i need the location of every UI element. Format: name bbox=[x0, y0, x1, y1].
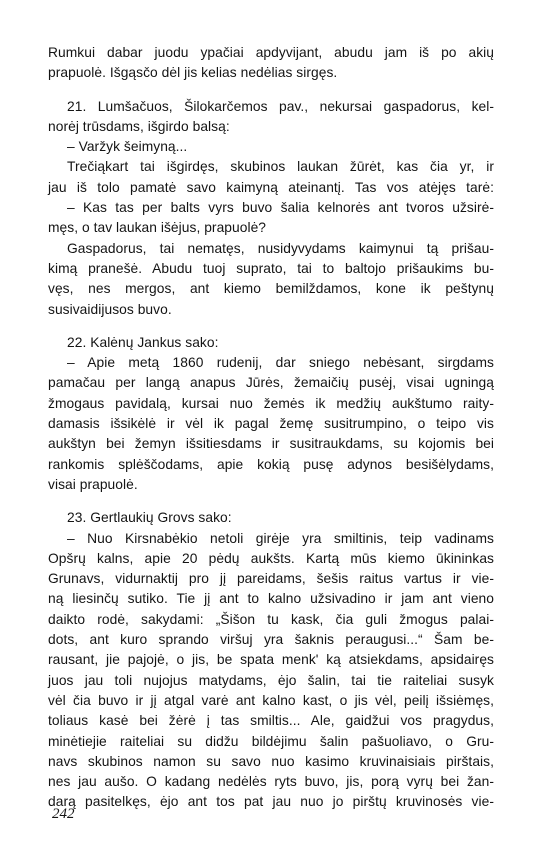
text-line: darą pasitelkęs, ėjo ant tos pat jau nuo jo pirštų kruvinosės vie- bbox=[48, 794, 494, 810]
text-line: Trečiąkart tai išgirdęs, skubinos laukan žūrėt, kas čia yr, ir bbox=[67, 159, 494, 175]
paragraph-gap bbox=[48, 84, 494, 97]
text-line: Gaspadorus, tai nematęs, nusidyvydams kaimynui tą prišau- bbox=[67, 240, 494, 256]
text-line: męs, o tav laukan išėjus, prapuolė? bbox=[48, 220, 267, 236]
text-line: aukštyn bei žemyn išsitiesdams ir susitraukdams, su kojomis bei bbox=[48, 436, 494, 452]
text-line: kimą pranešė. Abudu tuoj suprato, tai to baltojo prišaukims bu- bbox=[48, 260, 494, 276]
text-line: toliaus kasė bei žėrė į tas smiltis... Ale, gaidžui vos pragydus, bbox=[48, 713, 494, 729]
text-line: – Nuo Kirsnabėkio netoli girėje yra smiltinis, teip vadinams bbox=[67, 530, 494, 546]
text-line: juos jau toli nujojus matydams, ėjo šalin, tai tie raiteliai susyk bbox=[48, 672, 494, 688]
text-line: vėl čia buvo ir jį atgal varė ant kalno kast, o jis vėl, peilį išsiėmęs, bbox=[48, 692, 494, 708]
text-line: – Kas tas per balts vyrs buvo šalia kelnorės ant tvoros užsirė- bbox=[67, 200, 494, 216]
text-line: nes jau aušo. O kadang nedėlės ryts buvo, jis, porą vyrų bei žan- bbox=[48, 774, 494, 790]
text-line: visai prapuolė. bbox=[48, 476, 138, 492]
text-line: pamačau per langą anapus Jūrės, žemaičių pusėj, visai ugningą bbox=[48, 375, 494, 391]
text-line: Grunavs, vidurnaktij pro jį pareidams, šešis raitus vartus ir vie- bbox=[48, 571, 494, 587]
text-line: norėj trūsdams, išgirdo balsą: bbox=[48, 118, 230, 134]
text-line: rankomis splėščodams, apie kokią pusę adynos besišėlydams, bbox=[48, 456, 494, 472]
section-heading-23: 23. Gertlaukių Grovs sako: bbox=[67, 510, 232, 526]
body-text bbox=[48, 43, 494, 813]
text-line: damasis išsikėlė ir vėl ik pagal žemę susitrumpino, o teipo vis bbox=[48, 416, 494, 432]
paragraph-gap bbox=[48, 320, 494, 333]
text-line: jau iš tolo pamatė savo kaimyną ateinantį. Tas vos atėjęs tarė: bbox=[48, 179, 494, 195]
text-line: rausant, jie pajojė, o jis, be spata menk' ką atsiekdams, apsidairęs bbox=[48, 652, 494, 668]
paragraph-gap bbox=[48, 495, 494, 508]
text-line: žmogaus pavidalą, kursai nuo žemės ik medžių aukštumo raity- bbox=[48, 395, 494, 411]
text-line: navs skubinos namon su savo nuo kasimo kruvinaisiais pirštais, bbox=[48, 753, 494, 769]
text-line: prapuolė. Išgąsčo dėl jis kelias nedėlias sirgęs. bbox=[48, 65, 338, 81]
text-line: Rumkui dabar juodu ypačiai apdyvijant, abudu jam iš po akių bbox=[48, 45, 494, 60]
text-line: vęs, nes mergos, ant kiemo bemilždamos, kone ik peštynų bbox=[48, 281, 494, 297]
text-line: susivaidijusos buvo. bbox=[48, 301, 172, 317]
page-number: 242 bbox=[52, 806, 75, 822]
text-line: Opšrų kalns, apie 20 pėdų aukšts. Kartą mūs kiemo ūkininkas bbox=[48, 550, 494, 566]
text-line: dots, ant kuro sprando viršuj yra šaknis peraugusi...“ Šam be- bbox=[48, 632, 494, 648]
text-line: – Varžyk šeimyną... bbox=[67, 139, 188, 155]
section-heading-22: 22. Kalėnų Jankus sako: bbox=[67, 334, 219, 350]
section-heading-21: 21. Lumšačuos, Šilokarčemos pav., nekursai gaspadorus, kel- bbox=[67, 98, 494, 114]
text-line: – Apie metą 1860 rudenij, dar sniego nebėsant, sirgdams bbox=[67, 355, 494, 371]
text-line: minėtiejie raiteliai su didžu bildėjimu šalin pašuoliavo, o Gru- bbox=[48, 733, 494, 749]
text-line: daikto rodė, sakydami: „Šišon tu kask, čia guli žmogus palai- bbox=[48, 611, 494, 627]
text-line: ną liesinčų sutiko. Tie jį ant to kalno užsivadino ir jam ant vieno bbox=[48, 591, 494, 607]
